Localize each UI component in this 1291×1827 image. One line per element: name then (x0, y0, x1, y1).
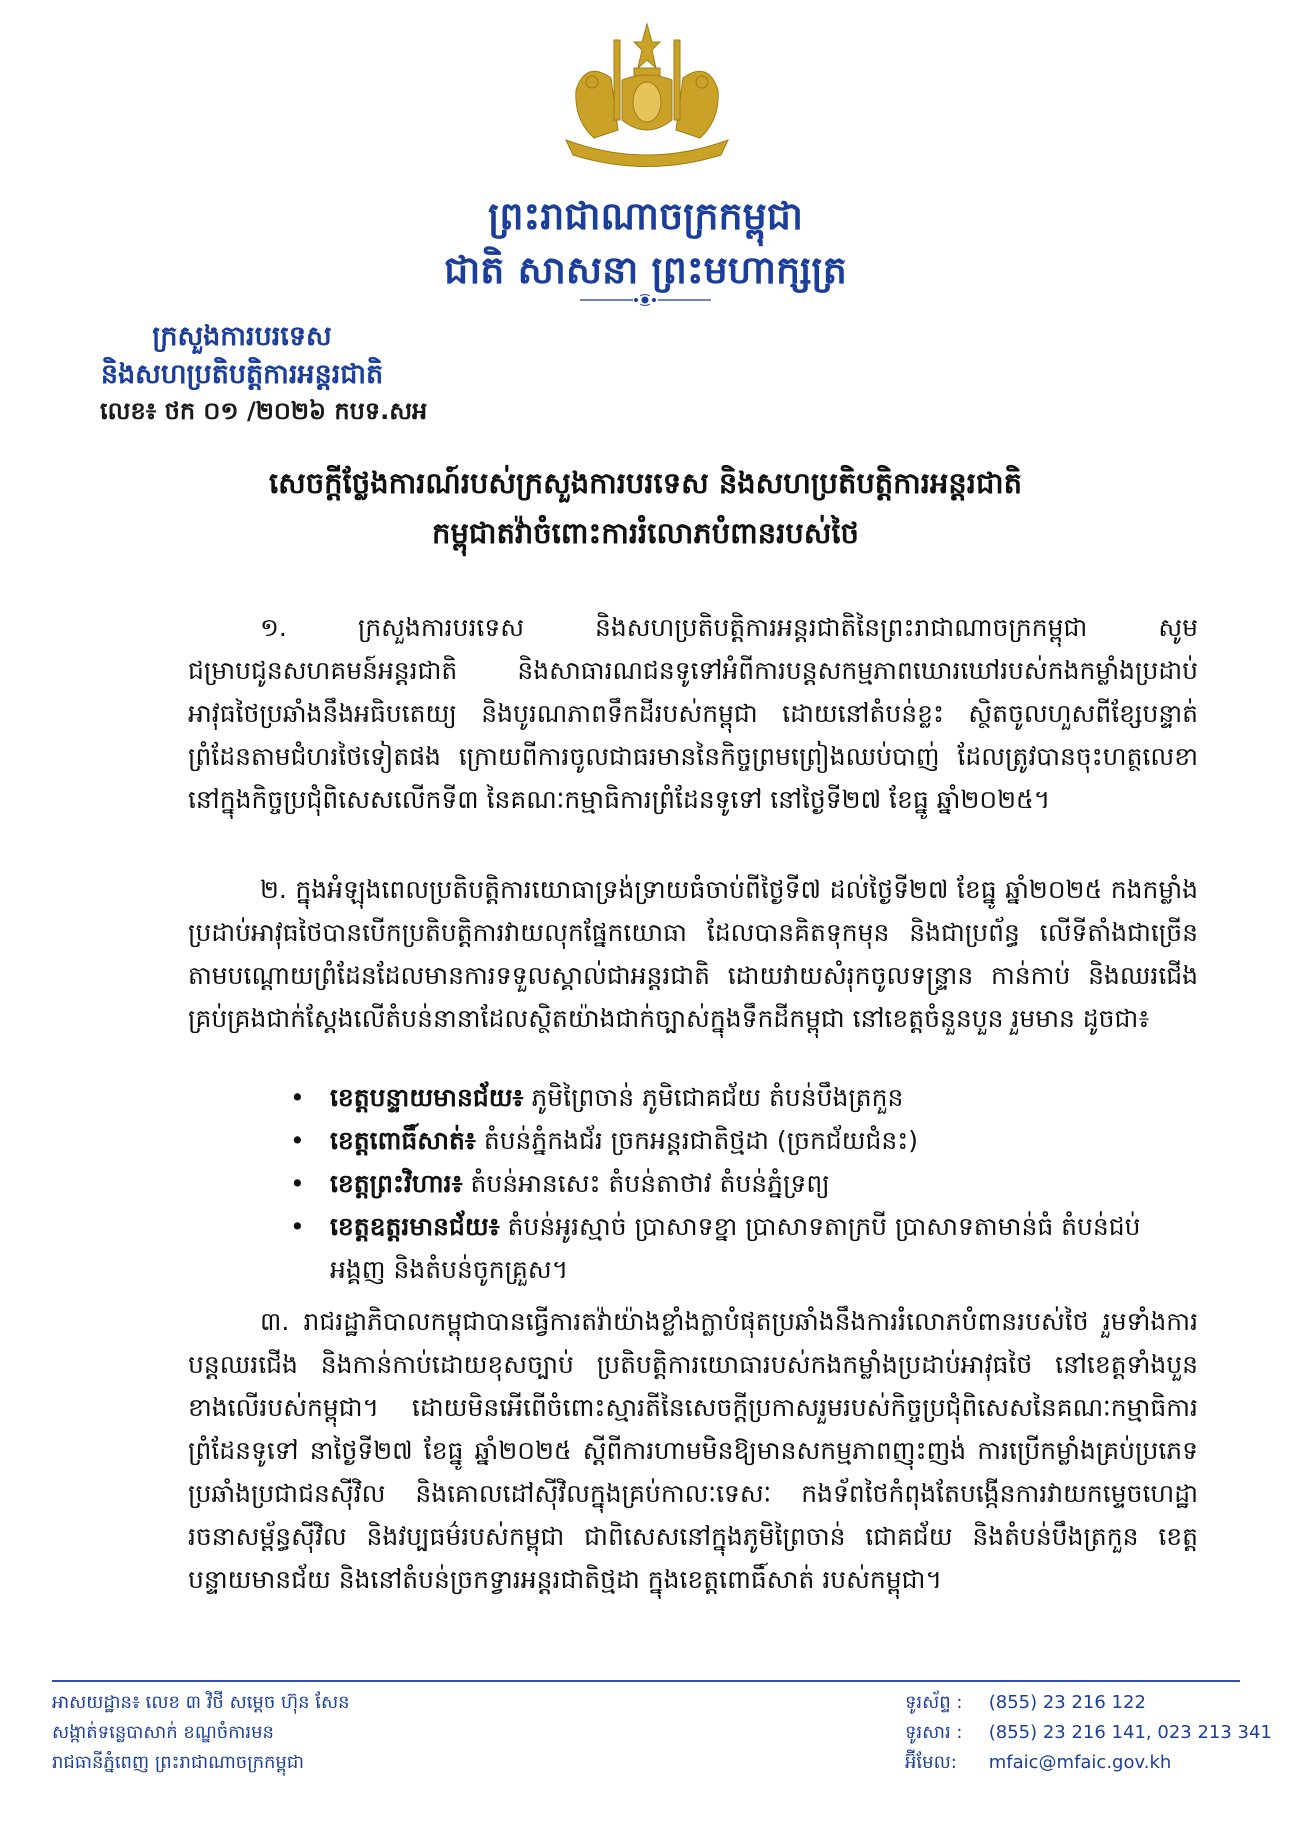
kingdom-name: ព្រះរាជាណាចក្រកម្ពុជា (488, 193, 803, 238)
statement-title: សេចក្ដីថ្លែងការណ៍របស់ក្រសួងការបរទេស និងសហប្រតិបត្តិការអន្តរជាតិ (268, 466, 1023, 500)
province-areas: តំបន់អានសេះ តំបន់តាថាវ តំបន់ភ្នំទ្រព្យ (462, 1169, 830, 1198)
paragraph-text: ៣. រាជរដ្ឋាភិបាលកម្ពុជាបានធ្វើការតវ៉ាយ៉ាងខ្លាំងក្លាបំផុតប្រឆាំងនឹងការរំលោភបំពានរបស់ថៃ រួមទាំងការបន្តឈរជើង និងកាន់កាប់ដោយខុសច្បាប់ ប្រតិបត្តិការយោធារបស់កងកម្លាំងប្រដាប់អាវុធថៃ នៅខេត្តទាំងបួនខាងលើរបស់កម្ពុជា។ ដោយមិនអើពើចំពោះស្មារតីនៃសេចក្ដីប្រកាសរួមរបស់កិច្ចប្រជុំពិសេសនៃគណៈកម្មាធិការព្រំដែនទូទៅ នាថ្ងៃទី២៧ ខែធ្នូ ឆ្នាំ២០២៥ ស្ដីពីការហាមមិនឱ្យមានសកម្មភាពញុះញង់ ការប្រើកម្លាំងគ្រប់ប្រភេទប្រឆាំងប្រជាជនស៊ីវិល និងគោលដៅស៊ីវិលក្នុងគ្រប់កាលៈទេសៈ កងទ័ពថៃកំពុងតែបង្កើនការវាយកម្ទេចហេដ្ឋារចនាសម្ព័ន្ធស៊ីវិល និងវប្បធម៌របស់កម្ពុជា ជាពិសេសនៅក្នុងភូមិព្រៃចាន់ ជោគជ័យ និងតំបន់បឹងត្រកួន ខេត្តបន្ទាយមានជ័យ និងនៅតំបន់ច្រកទ្វារអន្តរជាតិថ្មដា ក្នុងខេត្តពោធិ៍សាត់ របស់កម្ពុជា។ (188, 1307, 1198, 1594)
bullet-icon: • (290, 1169, 305, 1198)
paragraph-2 (188, 868, 1198, 1040)
paragraph-3 (188, 1300, 1198, 1601)
province-label: ខេត្តព្រះវិហារ៖ (330, 1169, 463, 1198)
province-label: ខេត្តពោធិ៍សាត់៖ (330, 1126, 476, 1155)
bullet-icon: • (290, 1126, 305, 1155)
paragraph-text: ២. ក្នុងអំឡុងពេលប្រតិបត្តិការយោធាទ្រង់ទ្រាយធំចាប់ពីថ្ងៃទី៧ ដល់ថ្ងៃទី២៧ ខែធ្នូ ឆ្នាំ២០២៥ កងកម្លាំងប្រដាប់អាវុធថៃបានបើកប្រតិបត្តិការវាយលុកផ្នែកយោធា ដែលបានគិតទុកមុន និងជាប្រព័ន្ធ លើទីតាំងជាច្រើនតាមបណ្ដោយព្រំដែនដែលមានការទទួលស្គាល់ជាអន្តរជាតិ ដោយវាយសំរុកចូលទន្ទ្រាន កាន់កាប់ និងឈរជើង គ្រប់គ្រងជាក់ស្ដែងលើតំបន់នានាដែលស្ថិតយ៉ាងជាក់ច្បាស់ក្នុងទឹកដីកម្ពុជា នៅខេត្តចំនួនបួន រួមមាន ដូចជា៖ (188, 875, 1198, 1033)
province-list (290, 1076, 1190, 1291)
province-areas: តំបន់អូរស្មាច់ ប្រាសាទខ្នា ប្រាសាទតាក្របី ប្រាសាទតាមាន់ធំ តំបន់ជប់អង្គញ និងតំបន់ចូកគ្រួស។ (330, 1212, 1141, 1284)
paragraph-1 (188, 606, 1198, 821)
statement-subtitle: កម្ពុជាតវ៉ាចំពោះការរំលោភបំពានរបស់ថៃ (432, 516, 859, 550)
address-line: សង្កាត់ទន្លេបាសាក់ ខណ្ឌចំការមន (52, 1722, 274, 1743)
list-item (290, 1162, 1190, 1205)
footer-address (52, 1688, 350, 1778)
ministry-name-line1: ក្រសួងការបរទេស (152, 321, 332, 352)
fax-value: (855) 23 216 141, 023 213 341 (988, 1722, 1272, 1743)
province-label: ខេត្តឧត្តរមានជ័យ៖ (330, 1212, 500, 1241)
email-row (905, 1748, 1272, 1778)
list-item (290, 1119, 1190, 1162)
footer-contact (905, 1688, 1272, 1778)
province-label: ខេត្តបន្ទាយមានជ័យ៖ (330, 1083, 524, 1112)
phone-label: ទូរស័ព្ទ : (905, 1692, 963, 1713)
email-link[interactable]: mfaic@mfaic.gov.kh (988, 1752, 1172, 1773)
royal-coat-of-arms-emblem (556, 20, 738, 170)
list-item (290, 1076, 1190, 1119)
ministry-name-line2: និងសហប្រតិបត្តិការអន្តរជាតិ (100, 359, 384, 390)
fax-row (905, 1718, 1272, 1748)
list-item (290, 1205, 1190, 1291)
footer-divider (52, 1680, 1240, 1682)
bullet-icon: • (290, 1083, 305, 1112)
province-areas: ភូមិព្រៃចាន់ ភូមិជោគជ័យ តំបន់បឹងត្រកួន (523, 1083, 904, 1112)
decorative-divider-icon (578, 294, 713, 306)
phone-row (905, 1688, 1272, 1718)
address-line: អាសយដ្ឋាន៖ លេខ ៣ វិថី សម្ដេច ហ៊ុន សែន (52, 1692, 350, 1713)
fax-label: ទូរសារ : (905, 1722, 963, 1743)
reference-number: លេខ៖ ថក ០១ /២០២៦ កបទ.សអ (100, 397, 428, 425)
phone-value: (855) 23 216 122 (988, 1692, 1146, 1713)
national-motto: ជាតិ សាសនា ព្រះមហាក្សត្រ (444, 247, 847, 292)
address-line: រាជធានីភ្នំពេញ ព្រះរាជាណាចក្រកម្ពុជា (52, 1752, 304, 1773)
paragraph-text: ១. ក្រសួងការបរទេស និងសហប្រតិបត្តិការអន្តរជាតិនៃព្រះរាជាណាចក្រកម្ពុជា សូមជម្រាបជូនសហគមន៍អន្តរជាតិ និងសាធារណជនទូទៅអំពីការបន្តសកម្មភាពឃោរឃៅរបស់កងកម្លាំងប្រដាប់អាវុធថៃប្រឆាំងនឹងអធិបតេយ្យ និងបូរណភាពទឹកដីរបស់កម្ពុជា ដោយនៅតំបន់ខ្លះ ស្ថិតចូលហួសពីខ្សែបន្ទាត់ព្រំដែនតាមជំហរថៃទៀតផង ក្រោយពីការចូលជាធរមាននៃកិច្ចព្រមព្រៀងឈប់បាញ់ ដែលត្រូវបានចុះហត្ថលេខានៅក្នុងកិច្ចប្រជុំពិសេសលើកទី៣ នៃគណៈកម្មាធិការព្រំដែនទូទៅ នៅថ្ងៃទី២៧ ខែធ្នូ ឆ្នាំ២០២៥។ (188, 613, 1198, 814)
bullet-icon: • (290, 1212, 305, 1241)
email-label: អ៊ីមែល: (905, 1752, 957, 1773)
province-areas: តំបន់ភ្នំកងជ័រ ច្រកអន្តរជាតិថ្មដា (ច្រកជ័យជំនះ) (475, 1126, 919, 1155)
